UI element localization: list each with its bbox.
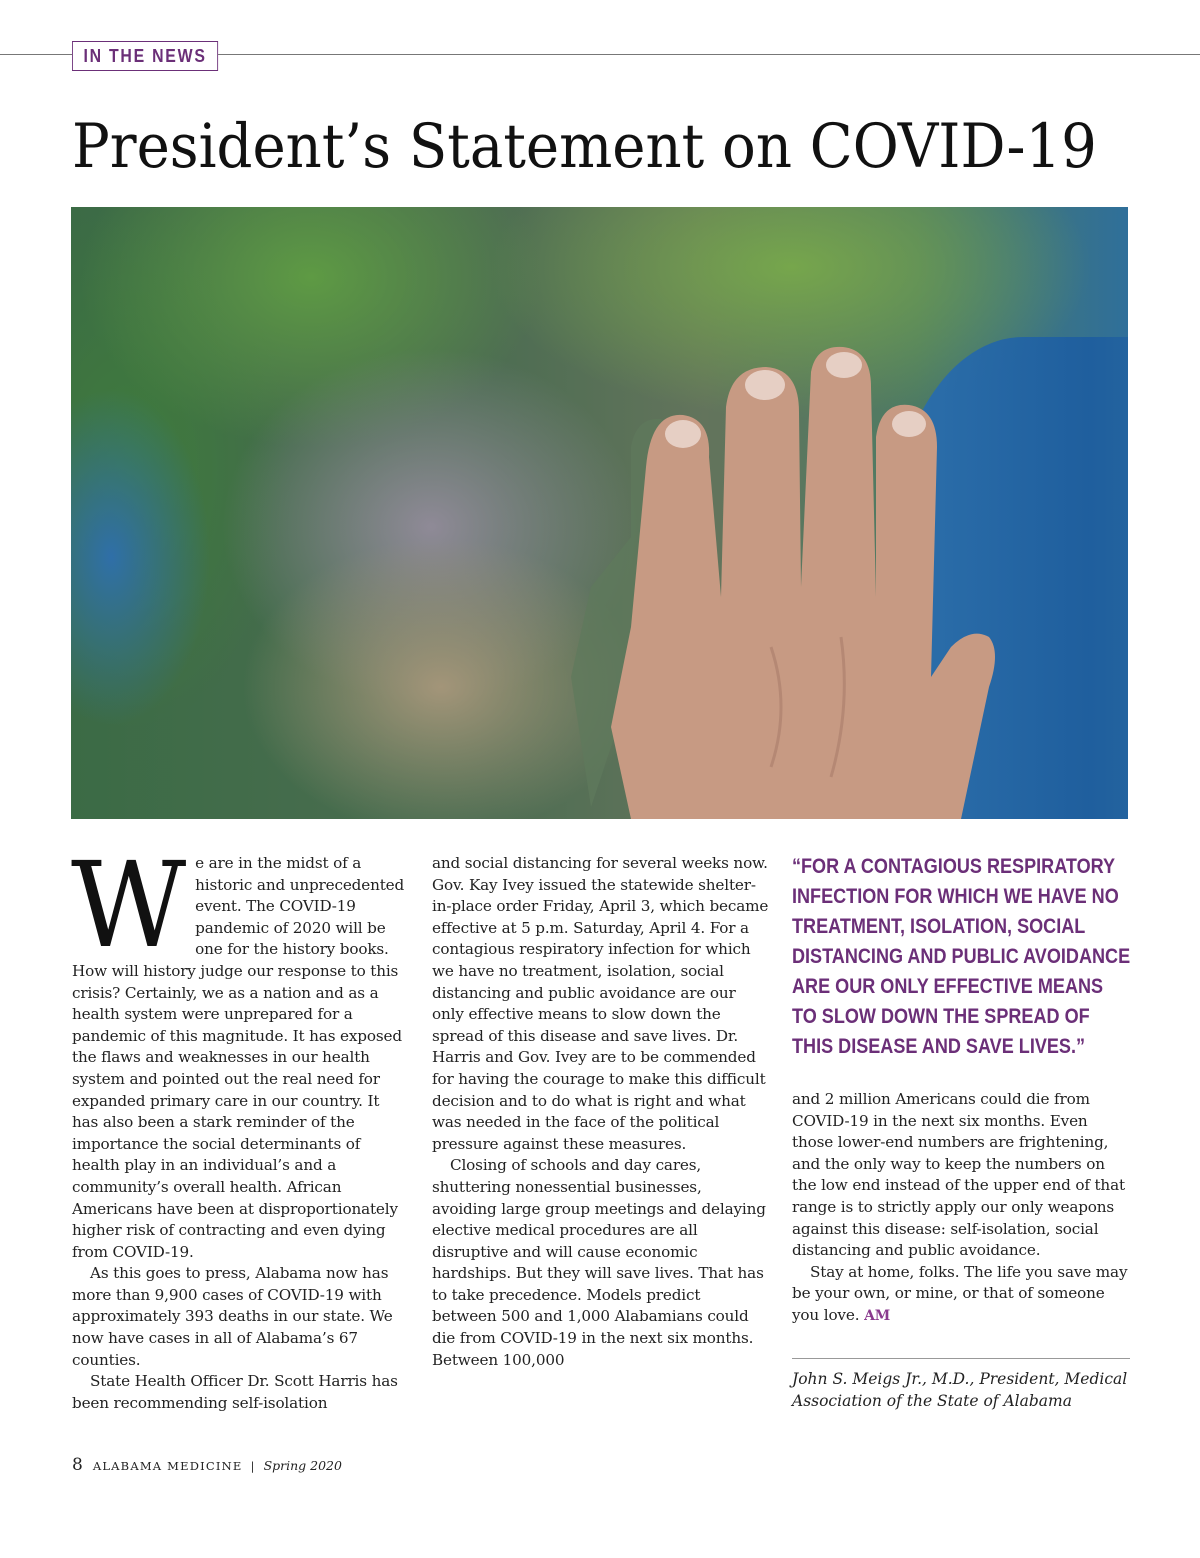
article-column-3 bbox=[792, 1089, 1129, 1328]
paragraph-text: e are in the midst of a historic and unprecedented event. The COVID-19 pandemic of 2020 will be one for the history books. How will history judge our response to this crisis? Certainly, we as a nation and as a health system were unprepared for a pandemic of this magnitude. It has exposed the flaws and weaknesses in our health system and pointed out the real need for expanded primary care in our country. It has also been a stark reminder of the importance the social determinants of health play in an individual’s and a community’s overall health. African Americans have been at disproportionately higher risk of contracting and even dying from COVID-19. bbox=[72, 854, 405, 1261]
article-column-2 bbox=[432, 853, 769, 1371]
signature-rule bbox=[792, 1358, 1130, 1359]
article-paragraph bbox=[71, 836, 409, 1263]
photo-hands-against-glass bbox=[71, 207, 1128, 819]
paragraph-text: Stay at home, folks. The life you save may be your own, or mine, or that of someone you love. bbox=[792, 1262, 1128, 1324]
footer-separator: | bbox=[250, 1459, 256, 1473]
drop-cap: W bbox=[71, 836, 187, 974]
article-paragraph: and social distancing for several weeks now. Gov. Kay Ivey issued the statewide shelter-in-place order Friday, April 3, which became effective at 5 p.m. Saturday, April 4. For a contagious respiratory infection for which we have no treatment, isolation, social distancing and public avoidance are our only effective means to slow down the spread of this disease and save lives. Dr. Harris and Gov. Ivey are to be commended for having the courage to make this difficult decision and to do what is right and what was needed in the face of the political pressure against these measures. bbox=[432, 854, 769, 1153]
article-paragraph: State Health Officer Dr. Scott Harris has been recommending self-isolation bbox=[72, 1372, 398, 1412]
signature: John S. Meigs Jr., M.D., President, Medical Association of the State of Alabama bbox=[792, 1370, 1128, 1410]
publication-name: ALABAMA MEDICINE bbox=[92, 1459, 243, 1473]
headline: President’s Statement on COVID-19 bbox=[72, 111, 1097, 182]
article-paragraph: and 2 million Americans could die from COVID-19 in the next six months. Even those lower-end numbers are frightening, and the only way to keep the numbers on the low end instead of the upper end of that range is to strictly apply our only weapons against this disease: self-isolation, social distancing and public avoidance. bbox=[792, 1090, 1125, 1260]
issue-label: Spring 2020 bbox=[263, 1458, 342, 1473]
article-paragraph bbox=[792, 1262, 1129, 1328]
page-number: 8 bbox=[72, 1455, 83, 1475]
pull-quote: “FOR A CONTAGIOUS RESPIRATORY INFECTION FOR WHICH WE HAVE NO TREATMENT, ISOLATION, SOCIAL DISTANCING AND PUBLIC AVOIDANCE ARE OUR ONLY EFFECTIVE MEANS TO SLOW DOWN THE SPREAD OF THIS DISEASE AND SAVE LIVES.” bbox=[792, 855, 1131, 1058]
article-paragraph: As this goes to press, Alabama now has more than 9,900 cases of COVID-19 with approximately 393 deaths in our state. We now have cases in all of Alabama’s 67 counties. bbox=[72, 1264, 393, 1369]
article-column-1 bbox=[71, 836, 409, 1414]
page-footer bbox=[72, 1455, 342, 1475]
article-paragraph: Closing of schools and day cares, shuttering nonessential businesses, avoiding large group meetings and delaying elective medical procedures are all disruptive and will cause economic hardships. But they will save lives. That has to take precedence. Models predict between 500 and 1,000 Alabamians could die from COVID-19 in the next six months. Between 100,000 bbox=[432, 1156, 766, 1369]
hand-icon bbox=[71, 207, 1128, 819]
section-tag: IN THE NEWS bbox=[72, 41, 218, 71]
end-mark: AM bbox=[864, 1307, 891, 1324]
